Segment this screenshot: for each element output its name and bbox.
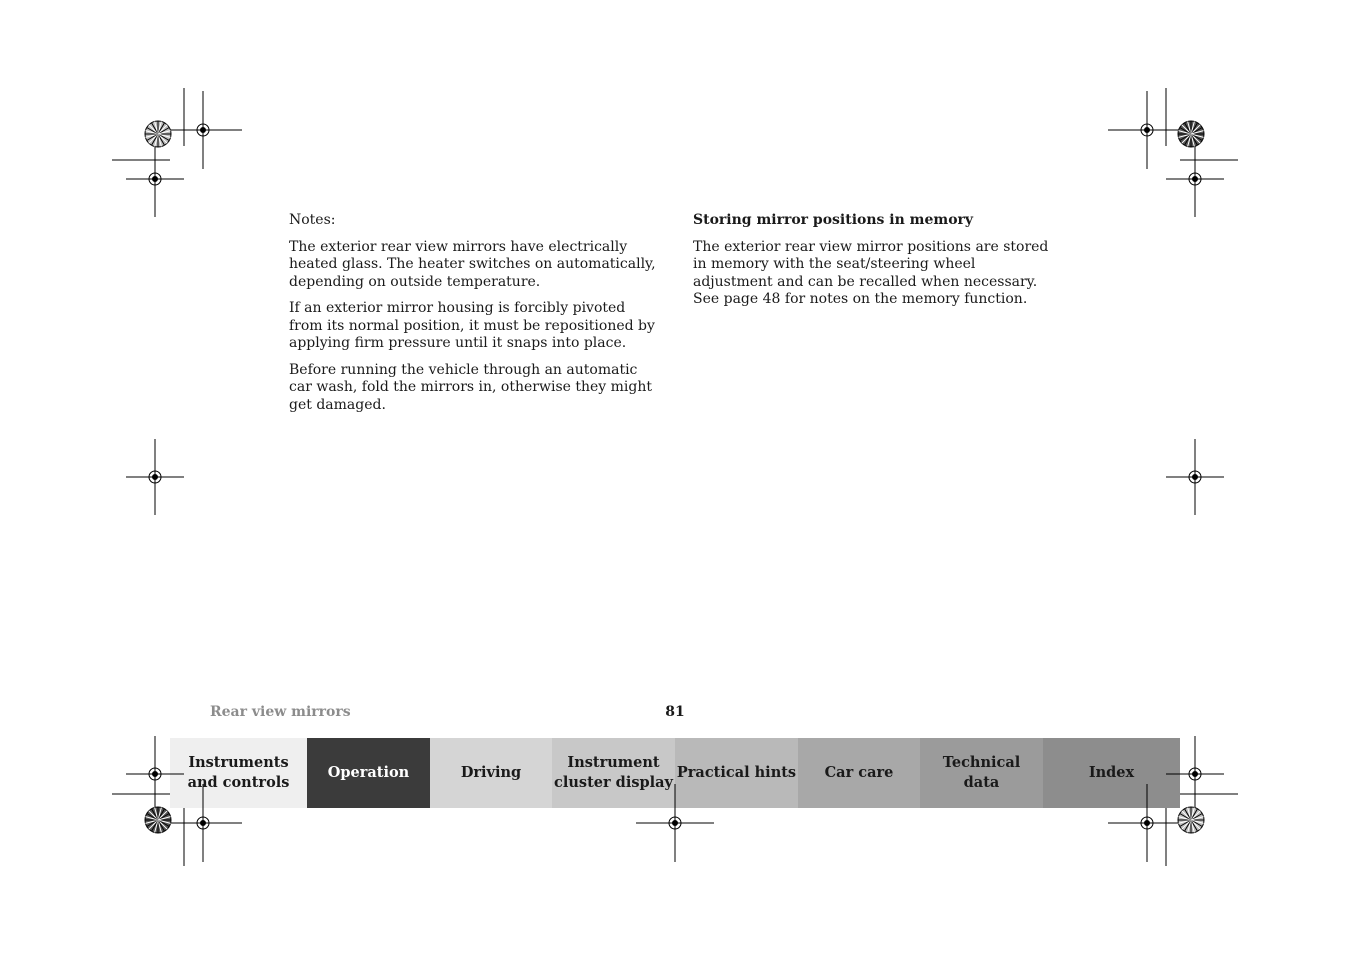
star-target-icon bbox=[1178, 121, 1204, 147]
registration-mark-icon bbox=[126, 439, 184, 515]
registration-mark-icon bbox=[126, 141, 184, 217]
tab-label: Driving bbox=[460, 764, 522, 781]
notes-label: Notes: bbox=[289, 212, 336, 228]
tab-instruments-and-controls[interactable] bbox=[170, 738, 307, 808]
star-target-icon bbox=[1178, 807, 1204, 833]
tab-label: Technical data bbox=[942, 754, 1021, 791]
tab-label: Instrument cluster display bbox=[554, 754, 673, 791]
tab-label: Operation bbox=[327, 764, 410, 781]
star-target-icon bbox=[145, 807, 171, 833]
tab-label: Car care bbox=[824, 764, 894, 781]
page-number: 81 bbox=[665, 704, 685, 720]
tab-driving[interactable] bbox=[430, 738, 552, 808]
registration-mark-icon bbox=[1166, 141, 1224, 217]
section-title: Rear view mirrors bbox=[210, 704, 351, 720]
note-heated-glass: The exterior rear view mirrors have electrically heated glass. The heater switches on automatically, depending on outside temperature. bbox=[289, 238, 656, 290]
tab-label: Practical hints bbox=[676, 764, 797, 781]
tab-instrument-cluster-display[interactable] bbox=[552, 738, 675, 808]
tab-technical-data[interactable] bbox=[920, 738, 1043, 808]
tab-operation[interactable] bbox=[307, 738, 430, 808]
tab-car-care[interactable] bbox=[798, 738, 920, 808]
note-housing-pivot: If an exterior mirror housing is forcibly pivoted from its normal position, it must be repositioned by applying firm pressure until it snaps into place. bbox=[289, 300, 655, 351]
memory-column bbox=[693, 212, 1055, 318]
registration-mark-icon bbox=[1166, 439, 1224, 515]
memory-heading: Storing mirror positions in memory bbox=[693, 212, 974, 228]
tab-index[interactable] bbox=[1043, 738, 1180, 808]
star-target-icon bbox=[145, 121, 171, 147]
tab-label: Index bbox=[1088, 764, 1135, 781]
tab-label: Instruments and controls bbox=[187, 754, 290, 791]
note-car-wash: Before running the vehicle through an automatic car wash, fold the mirrors in, otherwise they might get damaged. bbox=[289, 361, 653, 413]
chapter-tab-bar bbox=[170, 738, 1180, 808]
registration-mark-icon bbox=[164, 91, 242, 169]
tab-practical-hints[interactable] bbox=[675, 738, 798, 808]
registration-mark-icon bbox=[1108, 91, 1186, 169]
notes-column bbox=[289, 212, 659, 423]
memory-body: The exterior rear view mirror positions are stored in memory with the seat/steering wheel adjustment and can be recalled when necessary. See page 48 for notes on the memory function. bbox=[693, 238, 1049, 307]
